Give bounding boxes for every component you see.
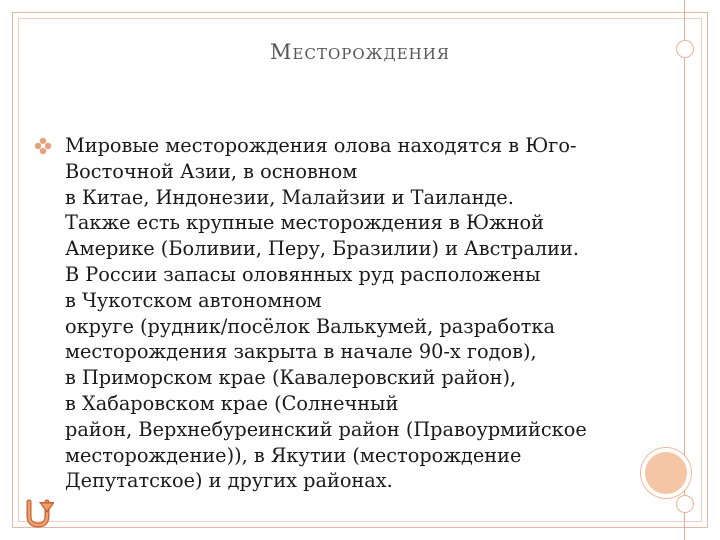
body-line: Депутатское) и других районах. [65,469,393,493]
body-line: месторождение)), в Якутии (месторождение [65,443,522,467]
return-arrow-icon [22,496,54,530]
body-line: Также есть крупные месторождения в Южной [65,211,544,235]
body-line: Восточной Азии, в основном [65,159,358,183]
body-line: в Китае, Индонезии, Малайзии и Таиланде. [65,185,514,209]
body-line: в Чукотском автономном [65,288,322,312]
body-line: округе (рудник/посёлок Валькумей, разработка [65,314,555,338]
body-line: в Приморском крае (Кавалеровский район), [65,366,517,390]
body-line: Америке (Боливии, Перу, Бразилии) и Австралии. [65,237,579,261]
slide-title: Месторождения [270,40,450,64]
body-line: Мировые месторождения олова находятся в Юго- [65,134,577,157]
body-line: в Хабаровском крае (Солнечный [65,391,399,415]
body-line: район, Верхнебуреинский район (Правоурмийское [65,417,587,441]
return-nav-button[interactable] [22,496,54,530]
decorative-circle-bottom [676,495,694,513]
flower-bullet-icon [34,137,52,155]
slide-body-text [65,133,665,494]
body-line: В России запасы оловянных руд расположены [65,262,541,286]
body-line: месторождения закрыта в начале 90-х годов), [65,340,537,364]
